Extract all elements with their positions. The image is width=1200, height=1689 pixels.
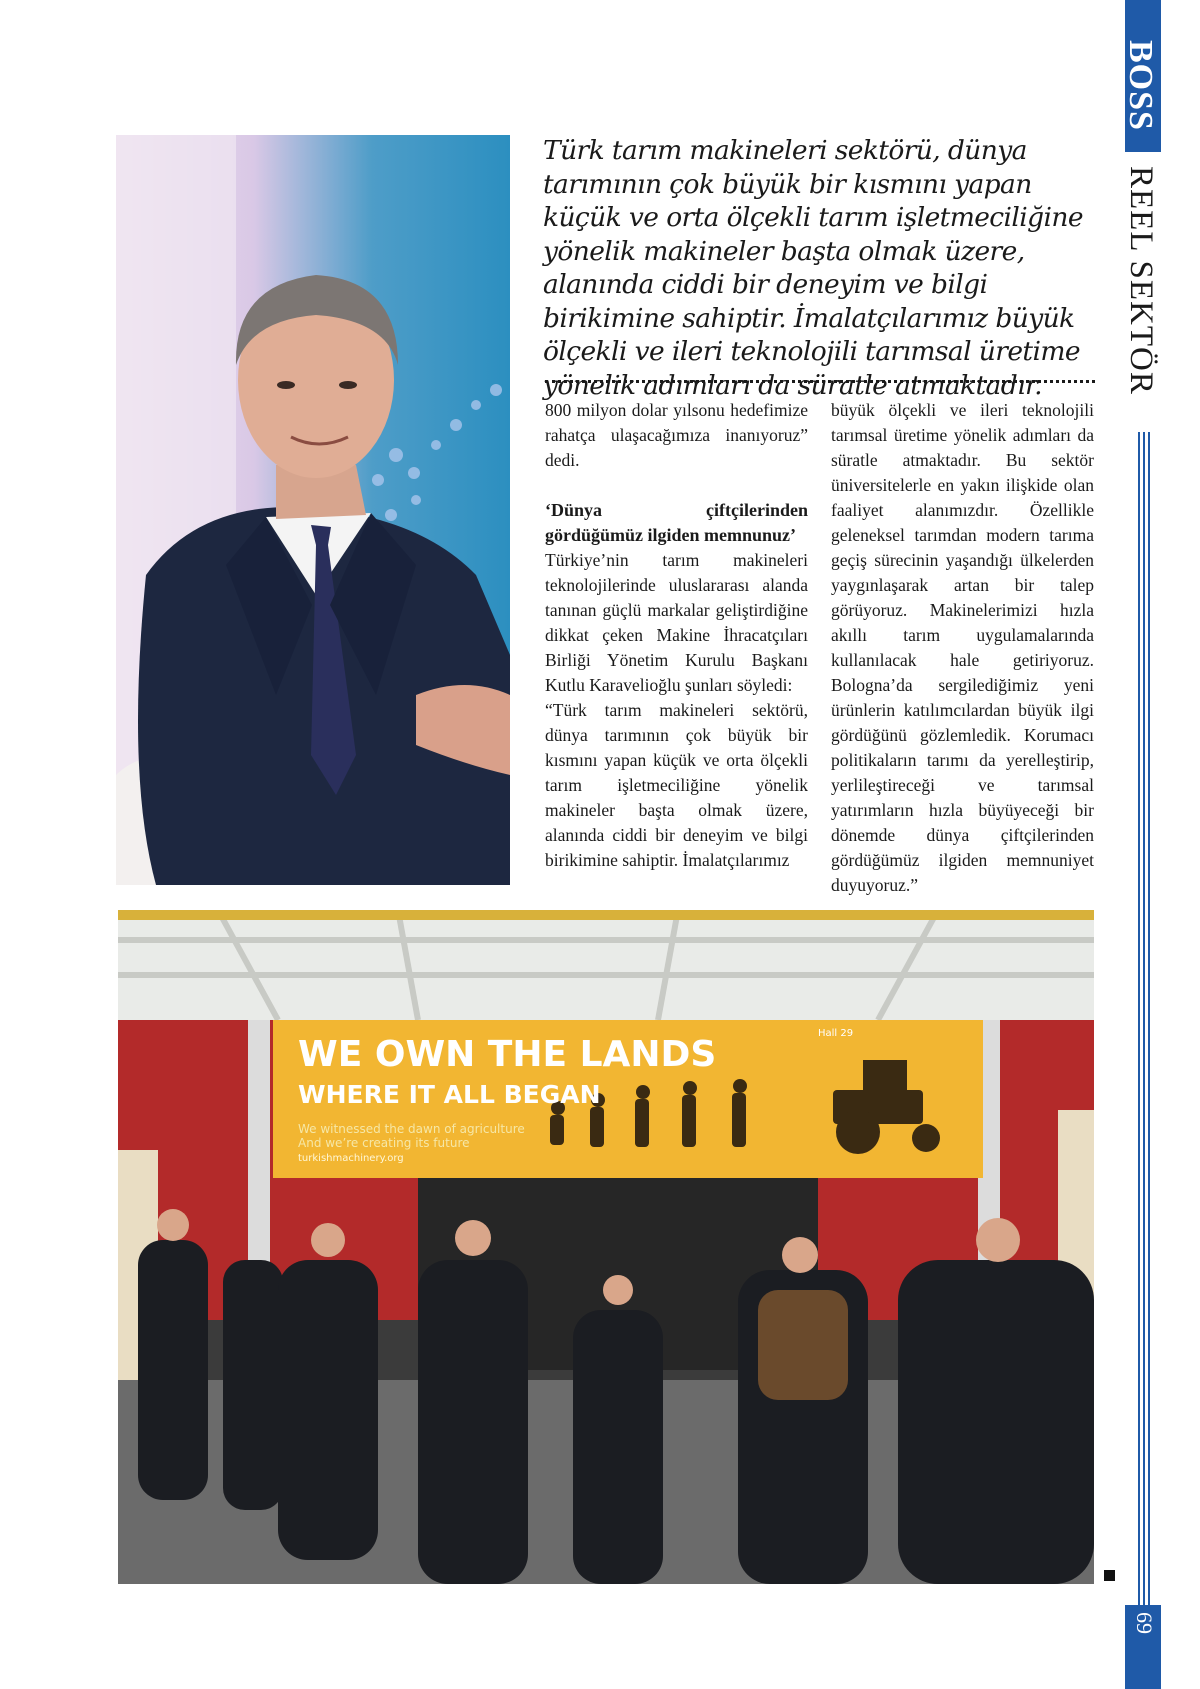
portrait-illustration <box>116 135 510 885</box>
paragraph-continuation: büyük ölçekli ve ileri teknolojili tarımsal üretime yönelik adımları da süratle atmaktadır. Bu sektör üniversitelerle en yakın ilişkide olan faaliyet alanımızdır. Özellikle geleneksel tarımdan modern tarıma geçiş sürecinin yaşandığı ülkelerden yaygınlaşarak artan bir talep görüyoruz. Makinelerimizi hızla akıllı tarım uygulamalarında kullanılacak hale getiriyoruz. Bologna’da sergilediğimiz yeni ürünlerin katılımcılardan büyük ilgi gördüğünü gözlemledik. Korumacı politikaların tarımı da yerelleştirip, yerlileştireceği ve tarımsal yatırımların hızla büyüyeceği bir dönemde dünya çiftçilerinden gördüğümüz ilgiden memnuniyet duyuyoruz.” <box>831 400 1094 895</box>
article-column-left <box>545 398 808 873</box>
banner-tagline-2: And we’re creating its future <box>298 1136 470 1150</box>
subheading: ‘Dünya çiftçilerinden gördüğümüz ilgiden memnunuz’ <box>545 500 808 545</box>
article-column-right <box>831 398 1094 898</box>
banner-subheadline: WHERE IT ALL BEGAN <box>298 1080 601 1109</box>
end-of-article-mark <box>1104 1570 1115 1581</box>
banner-hall-label: Hall 29 <box>818 1028 854 1039</box>
paragraph-body: Türkiye’nin tarım makineleri teknolojilerinde uluslararası alanda tanınan güçlü markalar geliştirdiğine dikkat çeken Makine İhracatçıları Birliği Yönetim Kurulu Başkanı Kutlu Karavelioğlu şunları söyledi: <box>545 550 808 695</box>
banner-tagline-1: We witnessed the dawn of agriculture <box>298 1122 525 1136</box>
paragraph-quote: “Türk tarım makineleri sektörü, dünya tarımının çok büyük bir kısmını yapan küçük ve orta ölçekli tarım işletmeciliğine yönelik makineler başta olmak üzere, alanında ciddi bir deneyim ve bilgi birikimine sahiptir. İmalatçılarımız <box>545 700 808 870</box>
section-title: REEL SEKTÖR <box>1123 166 1159 395</box>
pull-quote: Türk tarım makineleri sektörü, dünya tarımının çok büyük bir kısmını yapan küçük ve orta ölçekli tarım işletmeciliğine yönelik makineler başta olmak üzere, alanında ciddi bir deneyim ve bilgi birikimine sahiptir. İmalatçılarımız büyük ölçekli ve ileri teknolojili tarımsal üretime yönelik adımları da süratle atmaktadır. <box>543 135 1083 401</box>
portrait-photo <box>116 135 510 885</box>
brand-logo: BOSS <box>1122 40 1159 131</box>
fair-illustration <box>118 910 1094 1584</box>
paragraph-intro: 800 milyon dolar yılsonu hedefimize rahatça ulaşacağımıza inanıyoruz” dedi. <box>545 400 808 470</box>
decorative-lines <box>1138 432 1152 1642</box>
brand-strip <box>1122 0 1161 1689</box>
pull-quote-divider <box>545 380 1095 383</box>
banner-headline: WE OWN THE LANDS <box>298 1034 717 1075</box>
page-number: 69 <box>1132 1612 1157 1634</box>
fair-entrance-photo <box>118 910 1094 1584</box>
banner-url: turkishmachinery.org <box>298 1153 404 1164</box>
